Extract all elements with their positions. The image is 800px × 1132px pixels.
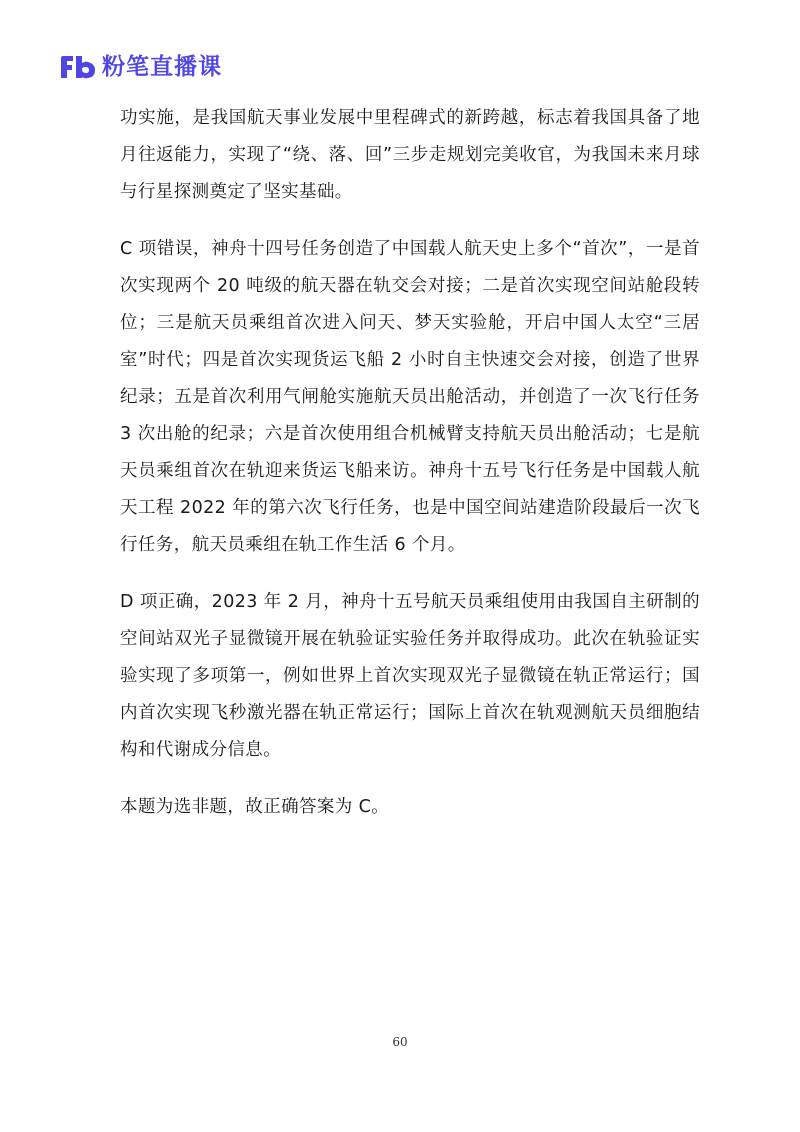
page-header xyxy=(58,52,222,82)
brand-name: 粉笔直播课 xyxy=(102,54,222,80)
paragraph-option-c: C 项错误，神舟十四号任务创造了中国载人航天史上多个“首次”，一是首次实现两个 20 吨级的航天器在轨交会对接；二是首次实现空间站舱段转位；三是航天员乘组首次进入问天、梦天实验舱，开启中国人太空“三居室”时代；四是首次实现货运飞船 2 小时自主快速交会对接，创造了世界纪录；五是首次利用气闸舱实施航天员出舱活动，并创造了一次飞行任务 3 次出舱的纪录；六是首次使用组合机械臂支持航天员出舱活动；七是航天员乘组首次在轨迎来货运飞船来访。神舟十五号飞行任务是中国载人航天工程 2022 年的第六次飞行任务，也是中国空间站建造阶段最后一次飞行任务，航天员乘组在轨工作生活 6 个月。 xyxy=(120,239,700,555)
paragraph-answer: 本题为选非题，故正确答案为 C。 xyxy=(120,797,390,817)
document-body xyxy=(120,100,700,826)
page-number: 60 xyxy=(392,1035,408,1049)
fb-logo-icon xyxy=(58,53,98,81)
paragraph-continuation: 功实施，是我国航天事业发展中里程碑式的新跨越，标志着我国具备了地月往返能力，实现了“绕、落、回”三步走规划完美收官，为我国未来月球与行星探测奠定了坚实基础。 xyxy=(120,108,700,202)
paragraph-option-d: D 项正确，2023 年 2 月，神舟十五号航天员乘组使用由我国自主研制的空间站双光子显微镜开展在轨验证实验任务并取得成功。此次在轨验证实验实现了多项第一，例如世界上首次实现双光子显微镜在轨正常运行；国内首次实现飞秒激光器在轨正常运行；国际上首次在轨观测航天员细胞结构和代谢成分信息。 xyxy=(120,592,700,760)
